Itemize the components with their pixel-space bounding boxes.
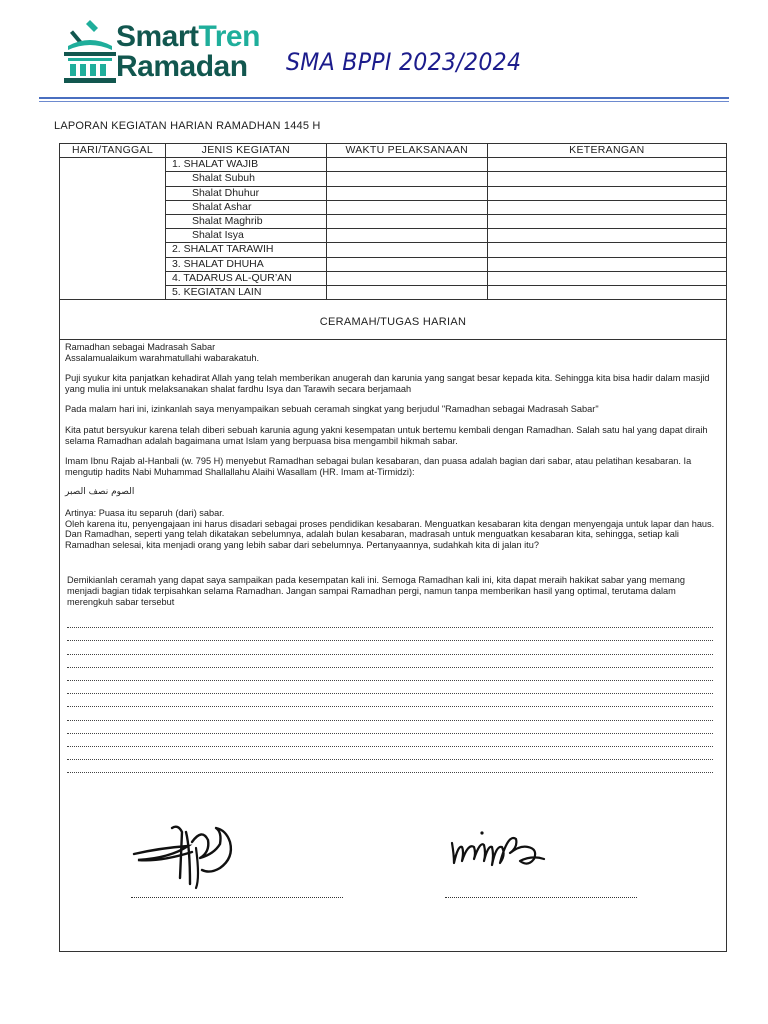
note-cell[interactable]	[487, 200, 726, 214]
ceramah-salam: Assalamualaikum warahmatullahi wabarakatuh.	[65, 352, 260, 363]
activity-label: Shalat Isya	[165, 229, 326, 243]
time-cell[interactable]	[326, 186, 487, 200]
time-cell[interactable]	[326, 172, 487, 186]
signature-right	[448, 825, 548, 875]
header-rule	[39, 97, 729, 99]
ceramah-paragraph: Imam Ibnu Rajab al-Hanbali (w. 795 H) menyebut Ramadhan sebagai bulan kesabaran, dan puasa adalah bagian dari sabar, atau pelatihan kesabaran. Ia mengutip hadits Nabi Muhammad Shallallahu Alaihi Wasallam (HR. Imam at-Tirmidzi):	[65, 456, 692, 477]
activity-label: 5. KEGIATAN LAIN	[165, 285, 326, 299]
dotted-line[interactable]	[67, 721, 713, 734]
table-header-row	[60, 144, 727, 158]
dotted-line[interactable]	[67, 641, 713, 654]
logo-wordmark-line2: Ramadan	[116, 50, 248, 83]
mosque-logo-icon	[60, 16, 120, 88]
logo-tren-text: Tren	[198, 20, 260, 53]
activity-label: 3. SHALAT DHUHA	[165, 257, 326, 271]
dotted-line[interactable]	[67, 655, 713, 668]
ceramah-paragraph: Artinya: Puasa itu separuh (dari) sabar.	[65, 507, 225, 518]
ceramah-paragraph: Puji syukur kita panjatkan kehadirat Allah yang telah memberikan anugerah dan karunia yang sangat besar kepada kita. Sehingga kita bisa hadir dalam masjid yang mulia ini untuk melaksanakan shalat fardhu Isya dan Tarawih secara berjamaah	[65, 373, 710, 394]
activity-label: 1. SHALAT WAJIB	[165, 158, 326, 172]
activity-label: 2. SHALAT TARAWIH	[165, 243, 326, 257]
activity-label: 4. TADARUS AL-QUR’AN	[165, 271, 326, 285]
activity-label: Shalat Dhuhur	[165, 186, 326, 200]
time-cell[interactable]	[326, 285, 487, 299]
dotted-line[interactable]	[67, 747, 713, 760]
ceramah-paragraph: Oleh karena itu, penyengajaan ini harus disadari sebagai proses pendidikan kesabaran. Menguatkan kesabaran kita dengan menyengaja untuk lapar dan haus. Dan Ramadhan, seperti yang telah dikatakan sebelumnya, adalah bulan kesabaran, madrasah untuk menguatkan kesabaran kita, sehingga, setiap kali Ramadhan selesai, kita menjadi orang yang lebih sabar dari sebelumnya. Pertanyaannya, sudahkah kita di jalan itu?	[65, 518, 715, 550]
report-title: LAPORAN KEGIATAN HARIAN RAMADHAN 1445 H	[54, 120, 321, 132]
time-cell[interactable]	[326, 243, 487, 257]
signature-left	[130, 818, 240, 890]
note-cell[interactable]	[487, 172, 726, 186]
smarttren-logo	[60, 16, 272, 88]
dotted-line[interactable]	[67, 734, 713, 747]
dotted-line[interactable]	[67, 628, 713, 641]
signature-line-right	[445, 897, 637, 898]
ceramah-body	[65, 342, 720, 550]
dotted-line[interactable]	[67, 615, 713, 628]
dotted-line[interactable]	[67, 694, 713, 707]
ceramah-paragraph: Kita patut bersyukur karena telah diberi sebuah karunia agung yakni kesempatan untuk bertemu kembali dengan Ramadhan. Salah satu hal yang dapat diraih selama Ramadhan adalah bagaimana umat Islam yang berpuasa bisa mengambil hikmah sabar.	[65, 424, 708, 446]
activity-label: Shalat Maghrib	[165, 214, 326, 228]
logo-wordmark-line1	[116, 20, 260, 54]
note-cell[interactable]	[487, 257, 726, 271]
logo-smart-text: Smart	[116, 20, 199, 53]
table-row	[60, 158, 727, 172]
header-hari-tanggal: HARI/TANGGAL	[60, 144, 166, 158]
time-cell[interactable]	[326, 214, 487, 228]
ceramah-paragraph: Pada malam hari ini, izinkanlah saya menyampaikan sebuah ceramah singkat yang berjudul "Ramadhan sebagai Madrasah Sabar"	[65, 404, 599, 415]
time-cell[interactable]	[326, 229, 487, 243]
writing-lines[interactable]	[67, 615, 713, 773]
time-cell[interactable]	[326, 271, 487, 285]
note-cell[interactable]	[487, 285, 726, 299]
note-cell[interactable]	[487, 229, 726, 243]
note-cell[interactable]	[487, 186, 726, 200]
activity-label: Shalat Subuh	[165, 172, 326, 186]
time-cell[interactable]	[326, 257, 487, 271]
dotted-line[interactable]	[67, 760, 713, 773]
school-title: SMA BPPI 2023/2024	[286, 48, 522, 76]
header-waktu-pelaksanaan: WAKTU PELAKSANAAN	[326, 144, 487, 158]
ceramah-closing: Demikianlah ceramah yang dapat saya sampaikan pada kesempatan kali ini. Semoga Ramadhan kali ini, kita dapat meraih hakikat sabar yang memang menjadi bagian tidak terpisahkan selama Ramadhan. Jangan sampai Ramadhan pergi, namun tanpa memberikan hasil yang optimal, terutama dalam merengkuh sabar tersebut	[67, 575, 685, 607]
dotted-line[interactable]	[67, 668, 713, 681]
note-cell[interactable]	[487, 158, 726, 172]
section-divider	[59, 339, 727, 340]
arabic-hadith: الصوم نصف الصبر	[65, 487, 135, 498]
activity-label: Shalat Ashar	[165, 200, 326, 214]
note-cell[interactable]	[487, 214, 726, 228]
activity-table	[59, 143, 727, 300]
ceramah-heading: Ramadhan sebagai Madrasah Sabar	[65, 342, 216, 352]
header-jenis-kegiatan: JENIS KEGIATAN	[165, 144, 326, 158]
signature-line-left	[131, 897, 343, 898]
header-rule-thin	[39, 101, 729, 102]
dotted-line[interactable]	[67, 681, 713, 694]
date-cell[interactable]	[60, 158, 166, 300]
ceramah-section-title: CERAMAH/TUGAS HARIAN	[319, 316, 467, 328]
time-cell[interactable]	[326, 200, 487, 214]
dotted-line[interactable]	[67, 707, 713, 720]
header-keterangan: KETERANGAN	[487, 144, 726, 158]
note-cell[interactable]	[487, 271, 726, 285]
time-cell[interactable]	[326, 158, 487, 172]
note-cell[interactable]	[487, 243, 726, 257]
